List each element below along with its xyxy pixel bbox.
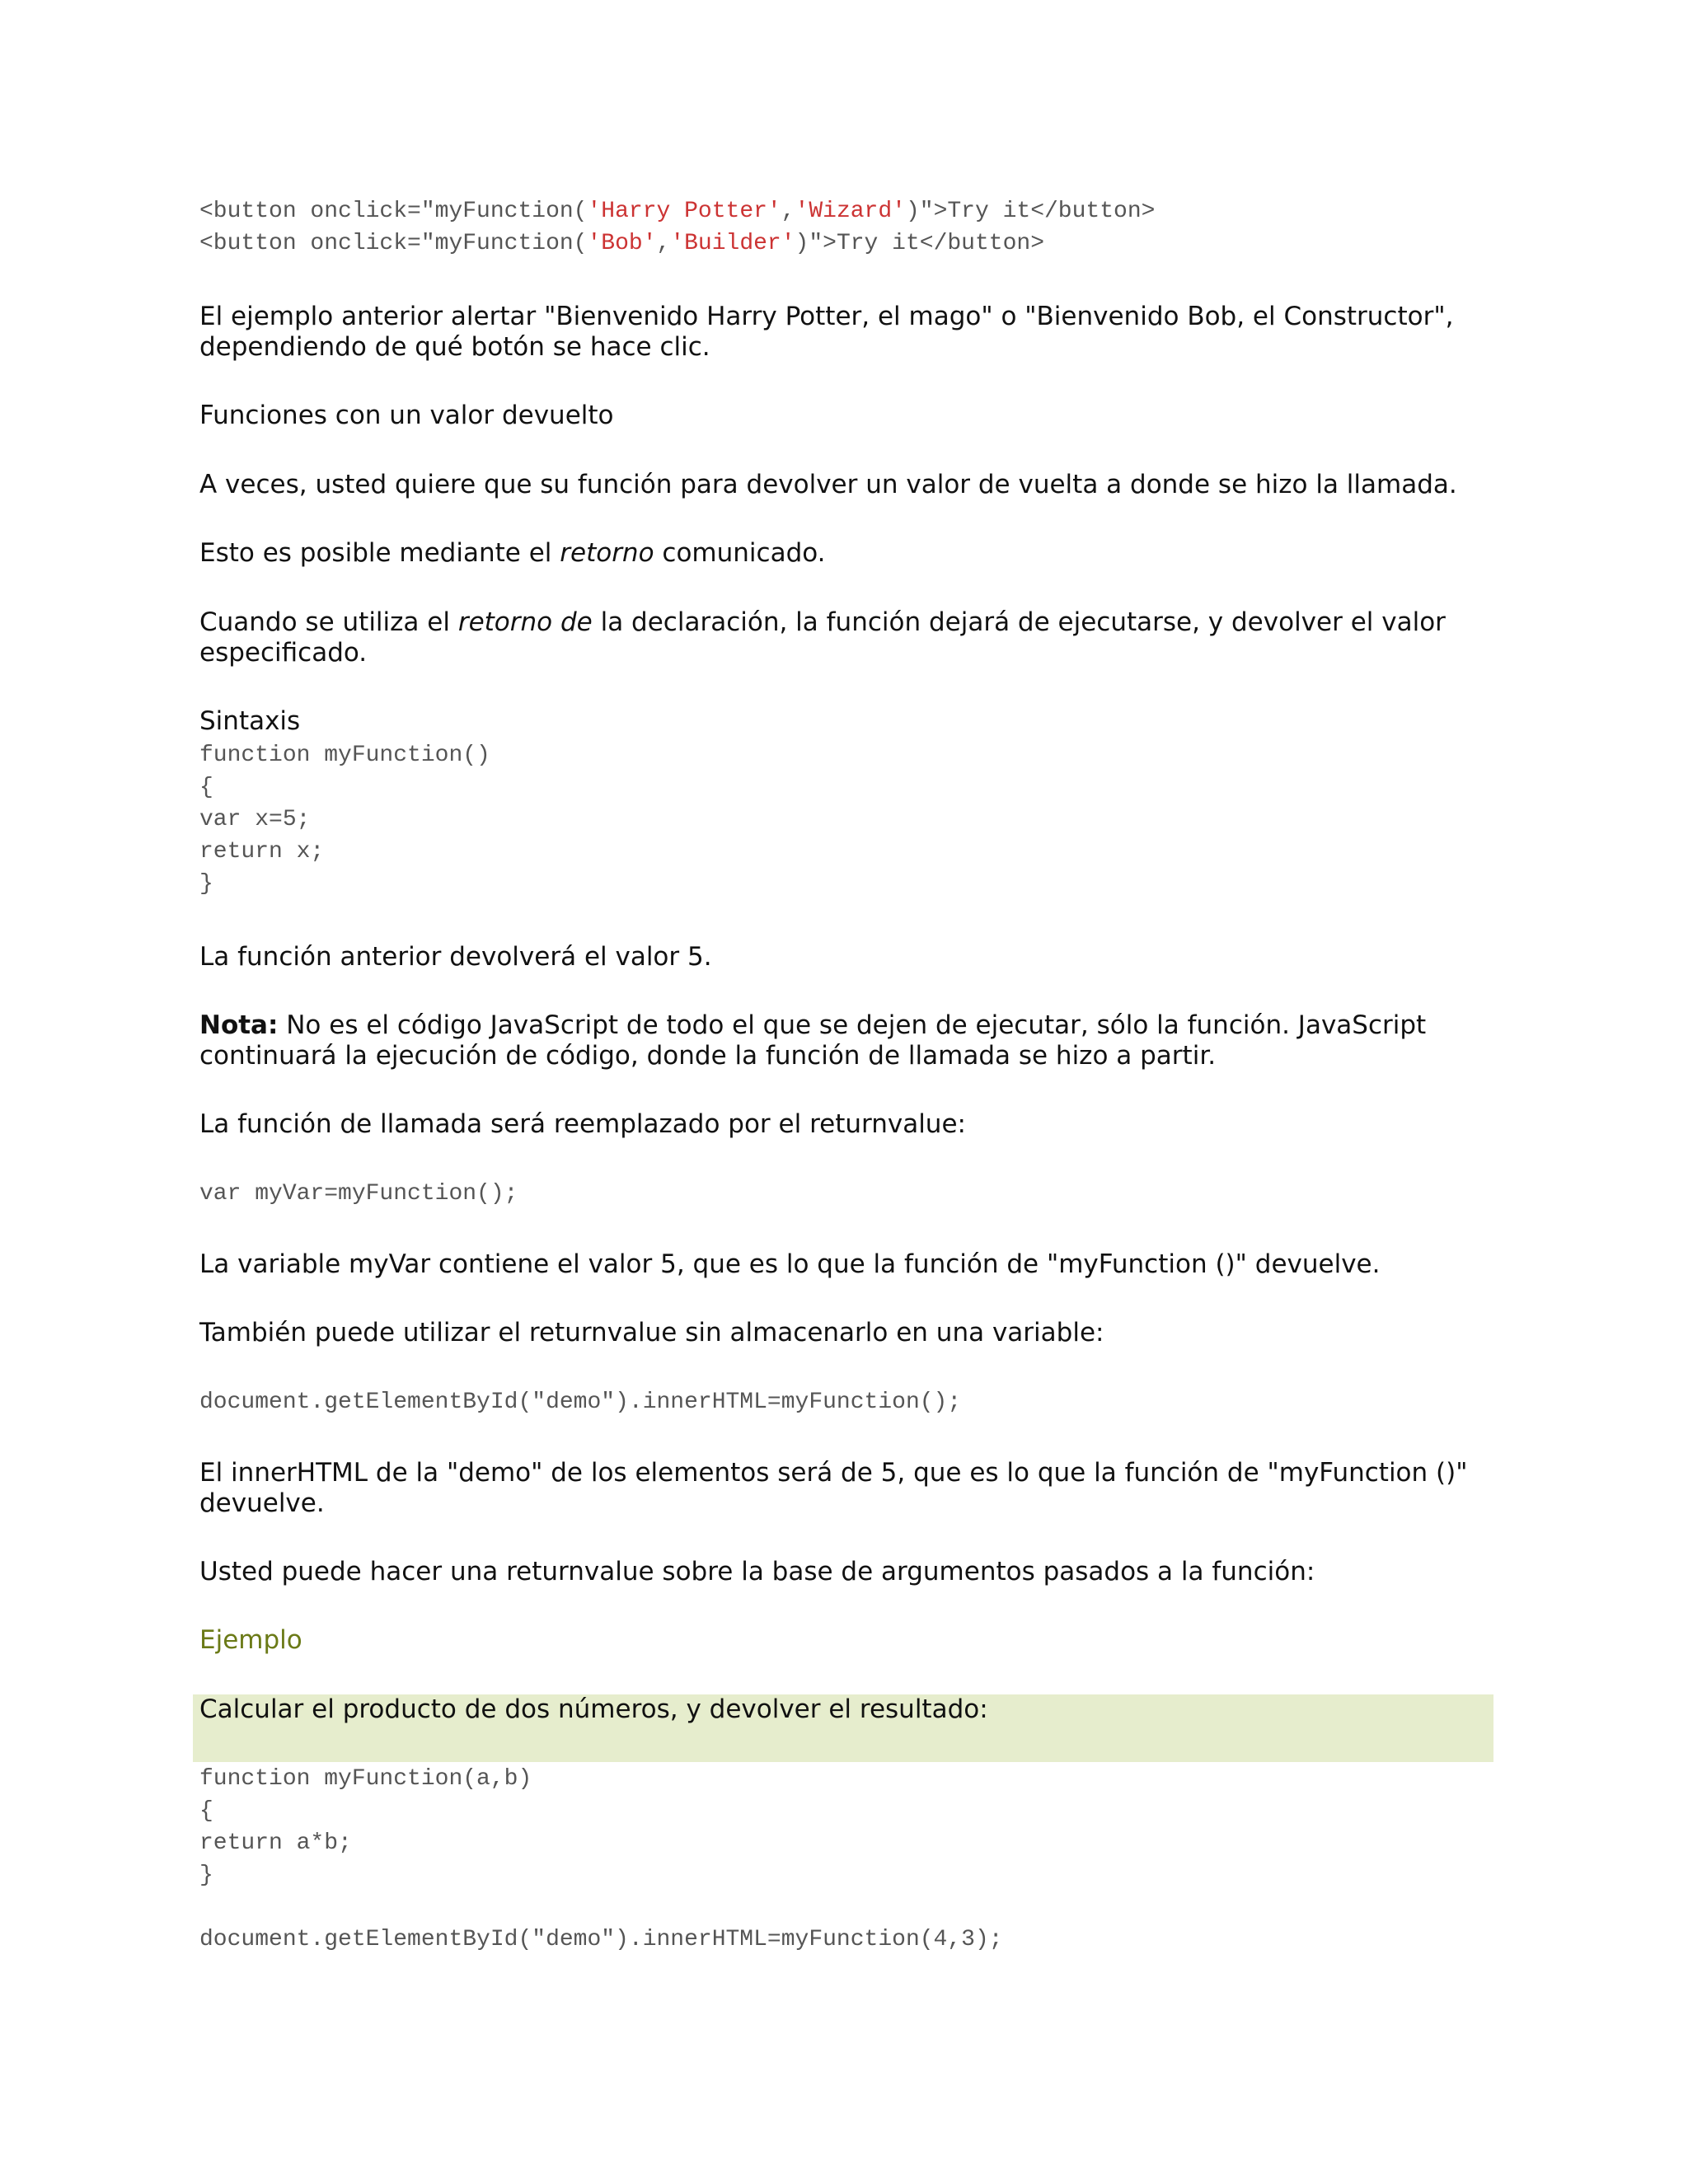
- code-demo: document.getElementById("demo").innerHTML=myFunction();: [199, 1390, 962, 1415]
- code-example-line: }: [199, 1863, 213, 1888]
- code-syntax-line: }: [199, 871, 213, 897]
- paragraph-note-line1: Nota: No es el código JavaScript de todo el que se dejen de ejecutar, sólo la función. JavaScript: [199, 1010, 1427, 1040]
- paragraph-note-line2: continuará la ejecución de código, donde la función de llamada se hizo a partir.: [199, 1041, 1217, 1071]
- paragraph-when-line1: Cuando se utiliza el retorno de la declaración, la función dejará de ejecutarse, y devolver el valor: [199, 607, 1446, 637]
- code-example-call: document.getElementById("demo").innerHTML=myFunction(4,3);: [199, 1927, 1003, 1952]
- example-description: Calcular el producto de dos números, y devolver el resultado:: [199, 1694, 988, 1724]
- code-example-line: return a*b;: [199, 1830, 352, 1856]
- code-example-line: {: [199, 1798, 213, 1824]
- section-heading: Funciones con un valor devuelto: [199, 401, 614, 430]
- paragraph-sometimes: A veces, usted quiere que su función para devolver un valor de vuelta a donde se hizo la llamada.: [199, 470, 1457, 499]
- paragraph-returns-5: La función anterior devolverá el valor 5.: [199, 942, 712, 972]
- code-syntax-line: {: [199, 775, 213, 800]
- code-myvar: var myVar=myFunction();: [199, 1181, 518, 1207]
- paragraph-example-alert-line1: El ejemplo anterior alertar "Bienvenido Harry Potter, el mago" o "Bienvenido Bob, el Constructor",: [199, 302, 1454, 331]
- paragraph-innerhtml-line1: El innerHTML de la "demo" de los elementos será de 5, que es lo que la función de "myFunction ()": [199, 1458, 1468, 1488]
- code-syntax-line: return x;: [199, 839, 325, 865]
- paragraph-innerhtml-line2: devuelve.: [199, 1488, 325, 1518]
- paragraph-replaced: La función de llamada será reemplazado por el returnvalue:: [199, 1109, 966, 1139]
- code-syntax-line: var x=5;: [199, 807, 311, 832]
- paragraph-example-alert-line2: dependiendo de qué botón se hace clic.: [199, 332, 710, 362]
- code-line-harry: <button onclick="myFunction('Harry Potter','Wizard')">Try it</button>: [199, 199, 1156, 224]
- paragraph-possible: Esto es posible mediante el retorno comunicado.: [199, 538, 826, 568]
- code-line-bob: <button onclick="myFunction('Bob','Builder')">Try it</button>: [199, 231, 1044, 256]
- paragraph-args: Usted puede hacer una returnvalue sobre la base de argumentos pasados a la función:: [199, 1557, 1315, 1586]
- example-heading: Ejemplo: [199, 1625, 302, 1655]
- paragraph-when-line2: especificado.: [199, 638, 368, 668]
- syntax-label: Sintaxis: [199, 706, 301, 736]
- paragraph-also: También puede utilizar el returnvalue sin almacenarlo en una variable:: [199, 1318, 1104, 1347]
- paragraph-myvar: La variable myVar contiene el valor 5, que es lo que la función de "myFunction ()" devuelve.: [199, 1249, 1381, 1279]
- code-example-line: function myFunction(a,b): [199, 1766, 532, 1792]
- note-label: Nota:: [199, 1010, 279, 1040]
- code-syntax-line: function myFunction(): [199, 743, 490, 768]
